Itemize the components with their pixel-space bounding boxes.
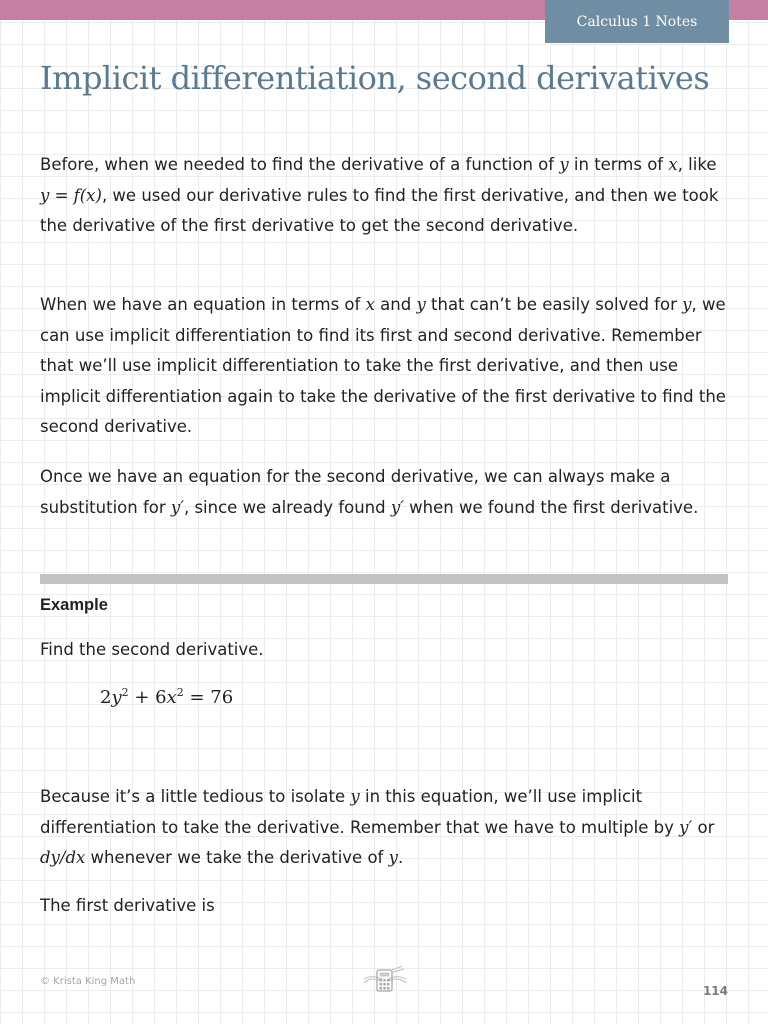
text-run: When we have an equation in terms of [40, 295, 366, 314]
paragraph-1 [40, 150, 730, 242]
text-run: when we found the first derivative. [403, 497, 699, 517]
example-equation [100, 686, 233, 708]
text-run: , since we already found [183, 497, 391, 517]
text-run: or [692, 817, 715, 837]
math-var: x [365, 295, 375, 314]
text-run: , like [677, 155, 717, 174]
header-tab [545, 0, 729, 43]
text-run: whenever we take the derivative of [85, 848, 389, 867]
text-run: and [374, 295, 417, 314]
equation-variable: x [166, 687, 177, 708]
header-tab-label: Calculus 1 Notes [576, 13, 698, 30]
equation-variable: y [111, 687, 122, 708]
math-var: y [682, 295, 692, 314]
math-var: y [388, 848, 398, 867]
text-run: Before, when we needed to find the derivative of a function of [40, 155, 560, 174]
text-run: Once we have an equation for the second derivative, we can always make a substitution for [40, 467, 671, 517]
example-prompt: Find the second derivative. [40, 640, 264, 659]
page-number: 114 [702, 984, 728, 998]
calculator-logo-icon [362, 966, 408, 994]
text-run: in this equation, we’ll use implicit differentiation to take the derivative. Remember that we have to multiple by [40, 787, 680, 837]
math-expression: dy/dx [40, 848, 86, 867]
math-var: x [668, 155, 678, 174]
equation-operator: + 6 [128, 687, 167, 708]
math-expression: y = f(x) [40, 185, 102, 205]
paragraph-4 [40, 782, 730, 874]
text-run: , we can use implicit differentiation to find its first and second derivative. Remember that we’ll use implicit differentiation to take the first derivative, and then use implicit differentiation again to take the derivative of the first derivative to find the second derivative. [40, 295, 726, 436]
equation-rhs: = 76 [183, 687, 234, 708]
math-var: y [350, 787, 360, 806]
math-var: y′ [170, 497, 184, 517]
section-divider [40, 574, 728, 584]
math-var: y [416, 295, 426, 314]
equation-exponent: 2 [176, 686, 184, 699]
text-run: , we used our derivative rules to find the first derivative, and then we took the derivative of the first derivative to get the second derivative. [40, 185, 719, 235]
text-run: that can’t be easily solved for [425, 295, 683, 314]
text-run: Because it’s a little tedious to isolate [40, 787, 351, 806]
text-run: in terms of [568, 155, 669, 174]
paragraph-5: The first derivative is [40, 896, 215, 915]
footer-copyright: © Krista King Math [40, 976, 136, 987]
page-title: Implicit differentiation, second derivatives [40, 59, 710, 97]
equation-exponent: 2 [121, 686, 129, 699]
math-var: y′ [679, 817, 693, 837]
text-run: . [397, 848, 404, 867]
math-var: y [559, 155, 569, 174]
paragraph-3 [40, 462, 730, 523]
example-label: Example [40, 596, 108, 614]
equation-coefficient: 2 [100, 687, 112, 708]
paragraph-2 [40, 290, 730, 443]
math-var: y′ [390, 497, 404, 517]
